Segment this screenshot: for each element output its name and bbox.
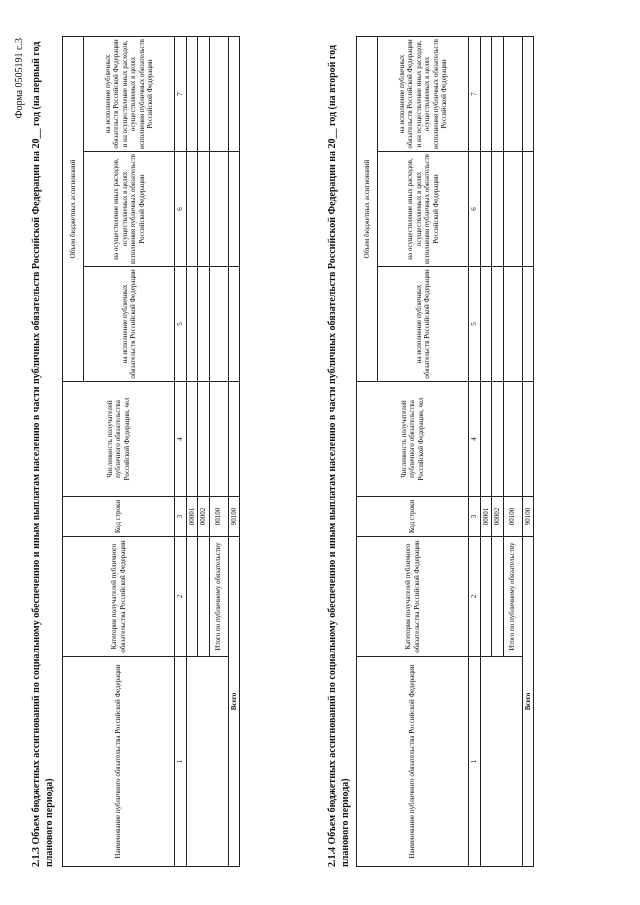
amount-cell[interactable] [228,36,240,151]
header-other-expenses: на осуществление иных расходов, осуществляемых в целях исполнения публичных обязательств Российской Федерации [84,152,175,267]
amount-cell[interactable] [198,36,210,151]
amount-cell[interactable] [228,152,240,267]
count-cell[interactable] [209,382,228,497]
subtotal-code: 00100 [209,497,228,537]
header-public-obligations: на исполнение публичных обязательств Российской Федерации [378,267,469,382]
count-cell[interactable] [228,382,240,497]
amount-cell[interactable] [522,36,534,151]
total-row [522,36,534,866]
amount-cell[interactable] [492,36,504,151]
col-num-7: 7 [175,36,187,151]
count-cell[interactable] [198,382,210,497]
amount-cell[interactable] [186,267,198,382]
category-cell[interactable] [186,537,198,657]
total-label: Всего [228,537,240,867]
column-number-row [469,36,481,866]
amount-cell[interactable] [209,36,228,151]
header-row [357,36,378,866]
category-cell[interactable] [492,537,504,657]
amount-cell[interactable] [480,152,492,267]
header-all-expenses: на исполнение публичных обязательств Российской Федерации и на осуществление иных расходов, осуществляемых в целях исполнения публичных обязательств Российской Федерации [84,36,175,151]
header-public-obligations: на исполнение публичных обязательств Российской Федерации [84,267,175,382]
subtotal-label: Итого по публичному обязательству [503,537,522,657]
col-num-6: 6 [469,152,481,267]
count-cell[interactable] [186,382,198,497]
amount-cell[interactable] [198,267,210,382]
col-num-2: 2 [175,537,187,657]
count-cell[interactable] [503,382,522,497]
amount-cell[interactable] [503,267,522,382]
header-count: Численность получателей публичного обязательства Российской Федерации, чел [357,382,469,497]
col-num-3: 3 [469,497,481,537]
row-code: 00002 [492,497,504,537]
total-label: Всего [522,537,534,867]
amount-cell[interactable] [209,152,228,267]
header-budget-group: Объем бюджетных ассигнований [357,36,378,381]
amount-cell[interactable] [480,36,492,151]
header-name: Наименование публичного обязательства Российской Федерации [63,657,175,867]
table-row [186,36,198,866]
col-num-6: 6 [175,152,187,267]
col-num-7: 7 [469,36,481,151]
amount-cell[interactable] [522,267,534,382]
total-code: 90100 [522,497,534,537]
amount-cell[interactable] [209,267,228,382]
header-row [63,36,84,866]
col-num-3: 3 [175,497,187,537]
row-code: 00001 [480,497,492,537]
col-num-1: 1 [175,657,187,867]
row-code: 00001 [186,497,198,537]
header-all-expenses: на исполнение публичных обязательств Российской Федерации и на осуществление иных расходов, осуществляемых в целях исполнения публичных обязательств Российской Федерации [378,36,469,151]
col-num-4: 4 [469,382,481,497]
col-num-2: 2 [469,537,481,657]
amount-cell[interactable] [198,152,210,267]
header-name: Наименование публичного обязательства Российской Федерации [357,657,469,867]
section-title-2-1-3: 2.1.3 Объем бюджетных ассигнований по социальному обеспечению и иным выплатам населению в части публичных обязательств Российской Федерации на 20__ год (на первый год планового периода) [31,41,55,867]
row-code: 00002 [198,497,210,537]
amount-cell[interactable] [503,36,522,151]
column-number-row [175,36,187,866]
header-code: Код строки [63,497,175,537]
amount-cell[interactable] [186,152,198,267]
obligation-name-cell[interactable] [480,657,522,867]
header-budget-group: Объем бюджетных ассигнований [63,36,84,381]
total-code: 90100 [228,497,240,537]
header-code: Код строки [357,497,469,537]
section-title-2-1-4: 2.1.4 Объем бюджетных ассигнований по социальному обеспечению и иным выплатам населению в части публичных обязательств Российской Федерации на 20__ год (на второй год планового периода) [327,45,351,867]
header-category: Категория получателей публичного обязательства Российской Федерации [63,537,175,657]
obligation-name-cell[interactable] [186,657,228,867]
col-num-5: 5 [469,267,481,382]
col-num-5: 5 [175,267,187,382]
count-cell[interactable] [480,382,492,497]
category-cell[interactable] [480,537,492,657]
form-code: Форма 0505191 с.3 [14,38,25,119]
table-2-1-3 [62,36,240,867]
amount-cell[interactable] [503,152,522,267]
amount-cell[interactable] [480,267,492,382]
amount-cell[interactable] [522,152,534,267]
amount-cell[interactable] [492,267,504,382]
header-count: Численность получателей публичного обязательства Российской Федерации, чел [63,382,175,497]
subtotal-label: Итого по публичному обязательству [209,537,228,657]
category-cell[interactable] [198,537,210,657]
count-cell[interactable] [492,382,504,497]
header-category: Категория получателей публичного обязательства Российской Федерации [357,537,469,657]
total-row [228,36,240,866]
table-row [480,36,492,866]
subtotal-code: 00100 [503,497,522,537]
amount-cell[interactable] [492,152,504,267]
col-num-4: 4 [175,382,187,497]
count-cell[interactable] [522,382,534,497]
table-2-1-4 [356,36,534,867]
header-other-expenses: на осуществление иных расходов, осуществляемых в целях исполнения публичных обязательств Российской Федерации [378,152,469,267]
amount-cell[interactable] [228,267,240,382]
amount-cell[interactable] [186,36,198,151]
col-num-1: 1 [469,657,481,867]
